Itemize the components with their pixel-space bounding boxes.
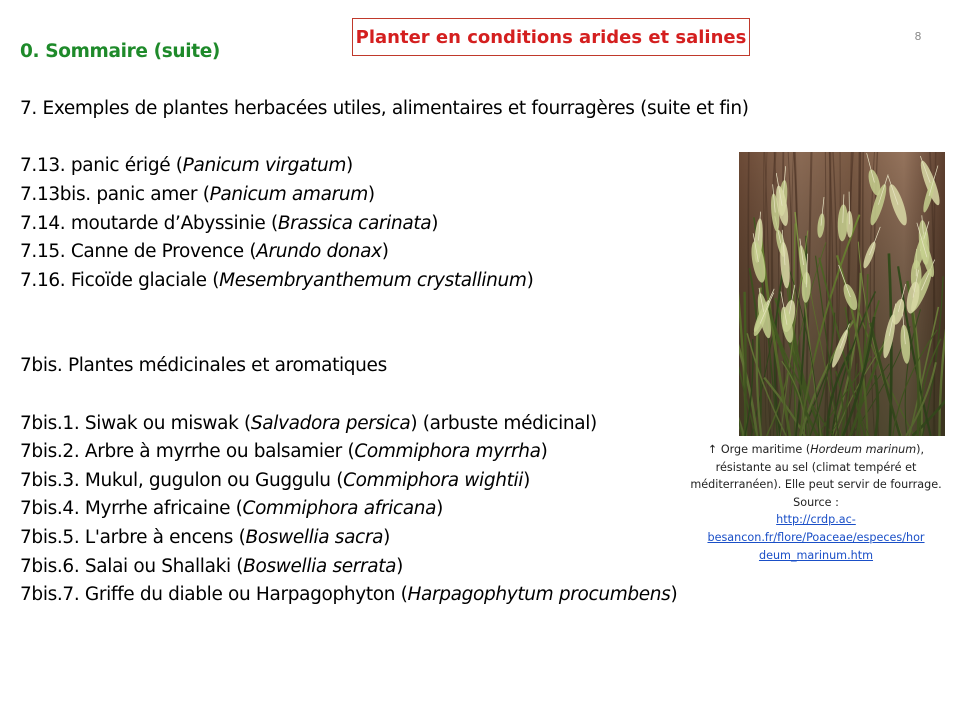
item-latin-name: Mesembryanthemum crystallinum <box>219 269 527 291</box>
item-latin-name: Commiphora myrrha <box>354 441 541 463</box>
page-number: 8 <box>914 30 922 43</box>
item-latin-name: Harpagophytum procumbens <box>407 584 671 606</box>
item-latin-name: Boswellia serrata <box>243 555 397 577</box>
item-latin-name: Boswellia sacra <box>245 526 384 548</box>
caption-latin-name: Hordeum marinum <box>810 443 917 456</box>
list-item <box>20 267 780 296</box>
source-link-line[interactable]: http://crdp.ac- <box>776 513 856 527</box>
list-item <box>20 495 780 524</box>
caption-prefix: ↑ Orge maritime ( <box>707 443 811 456</box>
item-suffix: ) <box>381 241 389 263</box>
list-item <box>20 181 780 210</box>
source-link-line[interactable]: deum_marinum.htm <box>758 548 874 562</box>
caption-text: ), résistante au sel (climat tempéré et méditerranéen). Elle peut servir de fourrage. Source : <box>690 443 942 509</box>
item-text: 7.16. Ficoïde glaciale ( <box>20 269 220 291</box>
section-heading: 0. Sommaire (suite) <box>20 41 221 62</box>
item-suffix: ) <box>526 269 534 291</box>
section-7bis-list <box>20 410 780 610</box>
item-latin-name: Brassica carinata <box>277 212 432 234</box>
item-text: 7bis.2. Arbre à myrrhe ou balsamier ( <box>20 441 355 463</box>
item-suffix: ) (arbuste médicinal) <box>410 412 597 434</box>
list-item <box>20 152 780 181</box>
list-item <box>20 438 780 467</box>
item-text: 7bis.5. L'arbre à encens ( <box>20 526 246 548</box>
list-item <box>20 581 780 610</box>
photo-caption <box>684 441 948 564</box>
section-7bis-title: 7bis. Plantes médicinales et aromatiques <box>20 355 387 377</box>
table-of-contents <box>20 38 780 610</box>
item-latin-name: Salvadora persica <box>250 412 411 434</box>
list-item <box>20 210 780 239</box>
item-suffix: ) <box>367 183 375 205</box>
source-link-line[interactable]: besancon.fr/flore/Poaceae/especes/hor <box>707 530 925 544</box>
item-suffix: ) <box>436 498 443 520</box>
item-suffix: ) <box>431 212 439 234</box>
item-latin-name: Panicum virgatum <box>182 155 346 177</box>
item-suffix: ) <box>540 441 548 463</box>
item-text: 7bis.3. Mukul, gugulon ou Guggulu ( <box>20 469 344 491</box>
item-suffix: ) <box>396 555 404 577</box>
item-suffix: ) <box>670 584 678 606</box>
list-item <box>20 410 780 439</box>
item-text: 7bis.1. Siwak ou miswak ( <box>20 412 251 434</box>
item-latin-name: Panicum amarum <box>209 183 368 205</box>
section-7-list <box>20 152 780 295</box>
section-7-title: 7. Exemples de plantes herbacées utiles, alimentaires et fourragères (suite et fin) <box>20 98 749 120</box>
item-text: 7.15. Canne de Provence ( <box>20 241 257 263</box>
slide-title: Planter en conditions arides et salines <box>355 26 747 48</box>
item-text: 7bis.4. Myrrhe africaine ( <box>20 498 243 520</box>
source-link[interactable] <box>684 511 948 564</box>
item-text: 7bis.6. Salai ou Shallaki ( <box>20 555 244 577</box>
item-suffix: ) <box>383 526 390 548</box>
item-text: 7.13. panic érigé ( <box>20 155 183 177</box>
item-suffix: ) <box>523 469 530 491</box>
item-latin-name: Arundo donax <box>256 241 382 263</box>
list-item <box>20 553 780 582</box>
list-item <box>20 238 780 267</box>
list-item <box>20 467 780 496</box>
item-text: 7.13bis. panic amer ( <box>20 183 210 205</box>
item-text: 7.14. moutarde d’Abyssinie ( <box>20 212 278 234</box>
list-item <box>20 524 780 553</box>
item-latin-name: Commiphora africana <box>242 498 437 520</box>
item-suffix: ) <box>346 155 353 177</box>
hordeum-marinum-photo <box>739 152 945 436</box>
item-text: 7bis.7. Griffe du diable ou Harpagophyton ( <box>20 584 408 606</box>
item-latin-name: Commiphora wightii <box>343 469 524 491</box>
